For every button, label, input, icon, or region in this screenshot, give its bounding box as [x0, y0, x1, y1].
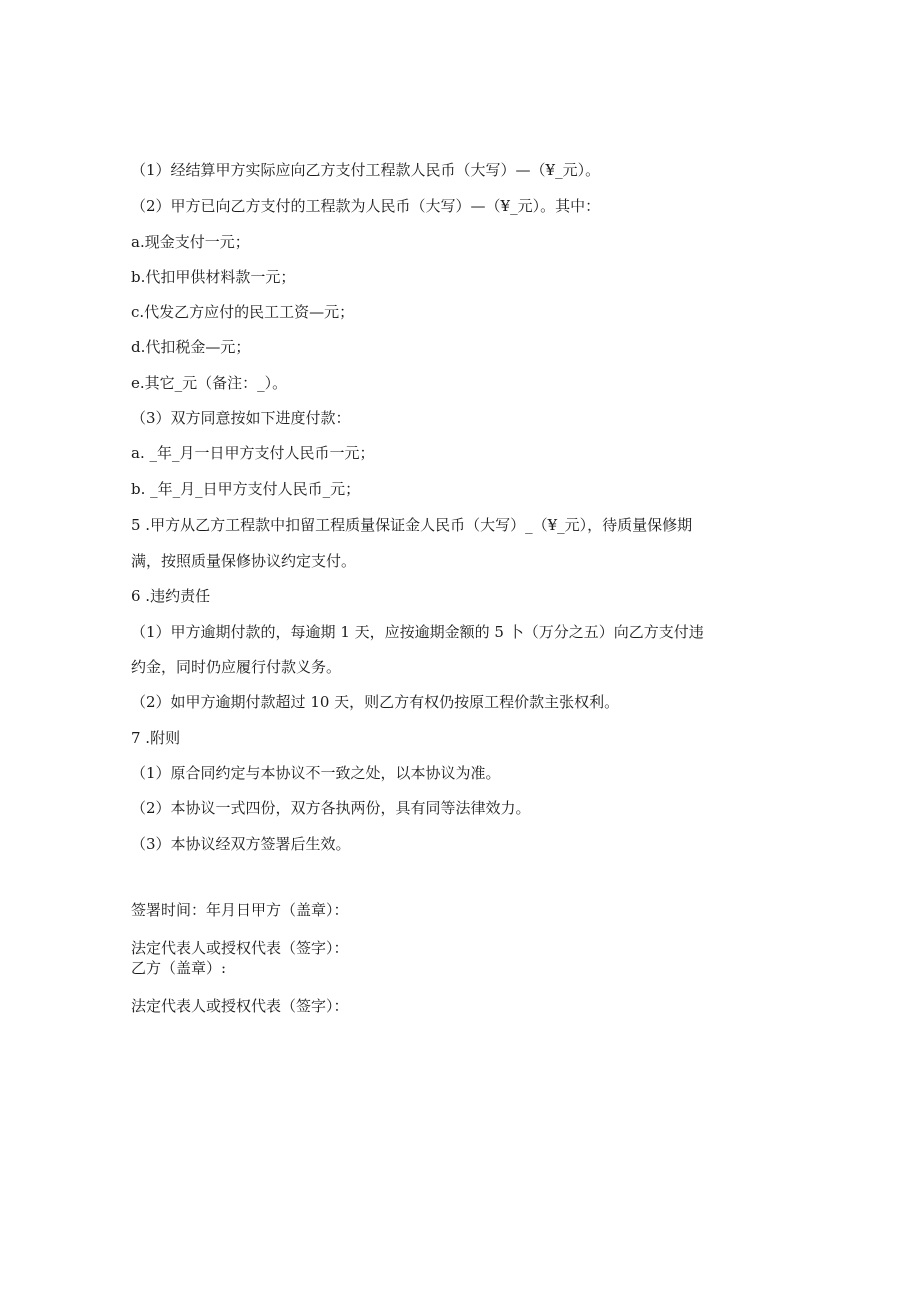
signature-rep-party-b: 法定代表人或授权代表（签字）： [131, 997, 349, 1015]
clause-3-schedule: （3）双方同意按如下进度付款： [131, 409, 351, 427]
breach-clause-1-cont: 约金，同时仍应履行付款义务。 [131, 658, 342, 676]
item-d-tax: d.代扣税金—元； [131, 338, 251, 356]
signature-date-party-a: 签署时间：年月日甲方（盖章）： [131, 901, 349, 919]
schedule-item-b: b. _年_月_日甲方支付人民币_元； [131, 480, 361, 498]
signature-rep-party-a: 法定代表人或授权代表（签字）： [131, 939, 349, 957]
breach-clause-1: （1）甲方逾期付款的，每逾期 1 天，应按逾期金额的 5 卜（万分之五）向乙方支付违 [131, 623, 704, 641]
section-5-warranty: 5 .甲方从乙方工程款中扣留工程质量保证金人民币（大写）_（¥_元），待质量保修期 [131, 516, 693, 534]
item-c-wages: c.代发乙方应付的民工工资—元； [131, 303, 355, 321]
appendix-clause-1: （1）原合同约定与本协议不一致之处，以本协议为准。 [131, 764, 501, 782]
item-a-cash: a.现金支付一元； [131, 233, 250, 251]
item-b-materials: b.代扣甲供材料款一元； [131, 268, 296, 286]
section-6-heading: 6 .违约责任 [131, 587, 211, 605]
schedule-item-a: a. _年_月一日甲方支付人民币一元； [131, 444, 375, 462]
item-e-other: e.其它_元（备注：_）。 [131, 374, 288, 392]
appendix-clause-3: （3）本协议经双方签署后生效。 [131, 835, 351, 853]
appendix-clause-2: （2）本协议一式四份，双方各执两份，具有同等法律效力。 [131, 799, 531, 817]
section-7-heading: 7 .附则 [131, 729, 181, 747]
signature-party-b: 乙方（盖章）: [131, 959, 227, 977]
clause-2-paid: （2）甲方已向乙方支付的工程款为人民币（大写）—（¥_元）。其中： [131, 197, 601, 215]
clause-1-settlement: （1）经结算甲方实际应向乙方支付工程款人民币（大写）—（¥_元）。 [131, 161, 601, 179]
breach-clause-2: （2）如甲方逾期付款超过 10 天，则乙方有权仍按原工程价款主张权利。 [131, 693, 620, 711]
section-5-warranty-cont: 满，按照质量保修协议约定支付。 [131, 552, 357, 570]
